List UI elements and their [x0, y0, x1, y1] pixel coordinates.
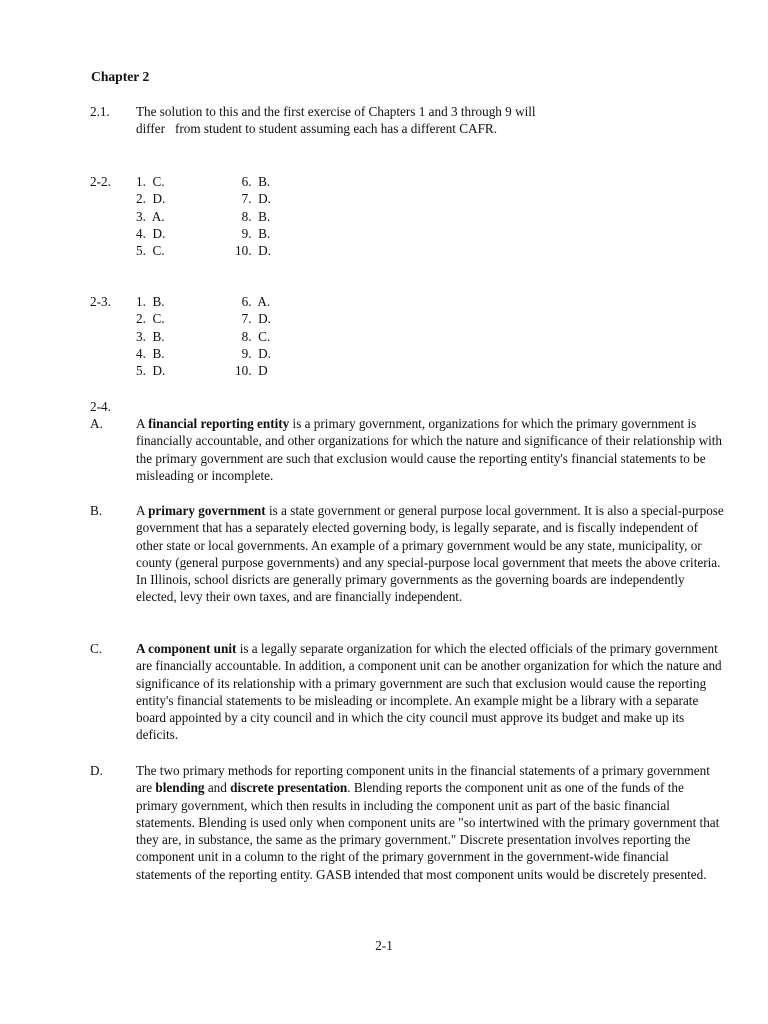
answer-right: 6. A.: [235, 294, 271, 309]
answer-right: 6. B.: [235, 174, 271, 189]
exercise-2-1-line-1: The solution to this and the first exercise of Chapters 1 and 3 through 9 will: [136, 104, 536, 119]
answer-left: 4. B.: [136, 345, 165, 361]
item-letter-d: D.: [90, 763, 103, 778]
answer-left: 5. C.: [136, 243, 165, 259]
answer-right: 9. B.: [235, 225, 271, 241]
answer-left: 2. D.: [136, 191, 166, 207]
answer-right: 10. D.: [235, 243, 271, 259]
item-letter-b: B.: [90, 503, 103, 518]
answer-left: 4. D.: [136, 225, 166, 241]
definition-d-text: . Blending reports the component unit as one of the funds of the primary government, which then results in including the component unit as part of the basic financial statements. Blending is used only when component units are "so intertwined with the primary government that they are, in substance, the same as the primary government." Discrete presentation involves reporting the component unit in a column to the right of the primary government in the government-wide financial statements of the reporting entity. GASB intended that most component units would be discretely presented.: [136, 780, 720, 882]
answer-right: 8. B.: [235, 208, 271, 224]
exercise-number-2-1: 2.1.: [90, 104, 110, 119]
definition-b: [136, 502, 726, 606]
answer-right: 8. C.: [235, 328, 271, 344]
definition-b-pre: A: [136, 503, 149, 518]
page-number: 2-1: [375, 938, 393, 953]
answer-right: 10. D: [235, 363, 268, 379]
definition-a: [136, 415, 726, 484]
definition-d-mid: and: [204, 780, 231, 796]
item-letter-c: C.: [90, 641, 103, 656]
term-blending: blending: [155, 780, 205, 796]
term-component-unit: A component unit: [136, 641, 237, 656]
item-letter-a: A.: [90, 416, 103, 431]
exercise-number-2-4: 2-4.: [90, 399, 111, 414]
answer-right: 7. D.: [235, 311, 271, 327]
term-primary-government: primary government: [148, 503, 266, 518]
definition-d: [136, 762, 726, 883]
answer-right: 7. D.: [235, 191, 271, 207]
answer-left: 3. A.: [136, 208, 165, 224]
definition-a-pre: A: [136, 416, 149, 431]
definition-d-pre: The two primary methods for reporting component units in the financial statements of a primary government are: [136, 763, 710, 796]
term-financial-reporting-entity: financial reporting entity: [148, 416, 290, 431]
answer-left: 5. D.: [136, 363, 166, 379]
answer-left: 1. B.: [136, 294, 165, 309]
answer-left: 3. B.: [136, 328, 165, 344]
answer-right: 9. D.: [235, 345, 271, 361]
definition-a-text: is a primary government, organizations for which the primary government is financially accountable, and other organizations for which the nature and significance of their relationship with the primary government are such that exclusion would cause the reporting entity's financial statements to be misleading or incomplete.: [136, 416, 723, 483]
term-discrete-presentation: discrete presentation: [230, 780, 348, 796]
chapter-heading: Chapter 2: [91, 69, 150, 84]
definition-b-text: is a state government or general purpose local government. It is also a special-purpose government that has a separately elected governing body, is legally separate, and is fiscally independent of other state or local governments. An example of a primary government would be any state, municipality, or county (general purpose governments) and any special-purpose local government that meets the above criteria. In Illinois, school disricts are generally primary governments as the governing boards are independently elected, levy their own taxes, and are financially independent.: [136, 503, 724, 605]
answer-left: 2. C.: [136, 311, 165, 327]
exercise-2-1-line-2: differ from student to student assuming each has a different CAFR.: [136, 121, 498, 137]
exercise-2-1-text: [136, 103, 726, 138]
answer-left: 1. C.: [136, 174, 165, 189]
exercise-number-2-3: 2-3.: [90, 294, 111, 309]
definition-c: [136, 640, 726, 744]
exercise-number-2-2: 2-2.: [90, 174, 111, 189]
definition-c-text: is a legally separate organization for which the elected officials of the primary government are financially accountable. In addition, a component unit can be another organization for which the nature and significance of its relationship with a primary government are such that exclusion would cause the reporting entity's financial statements to be misleading or incomplete. An example might be a library with a separate board appointed by a city council and in which the city council must approve its budget and make up its deficits.: [136, 641, 722, 743]
